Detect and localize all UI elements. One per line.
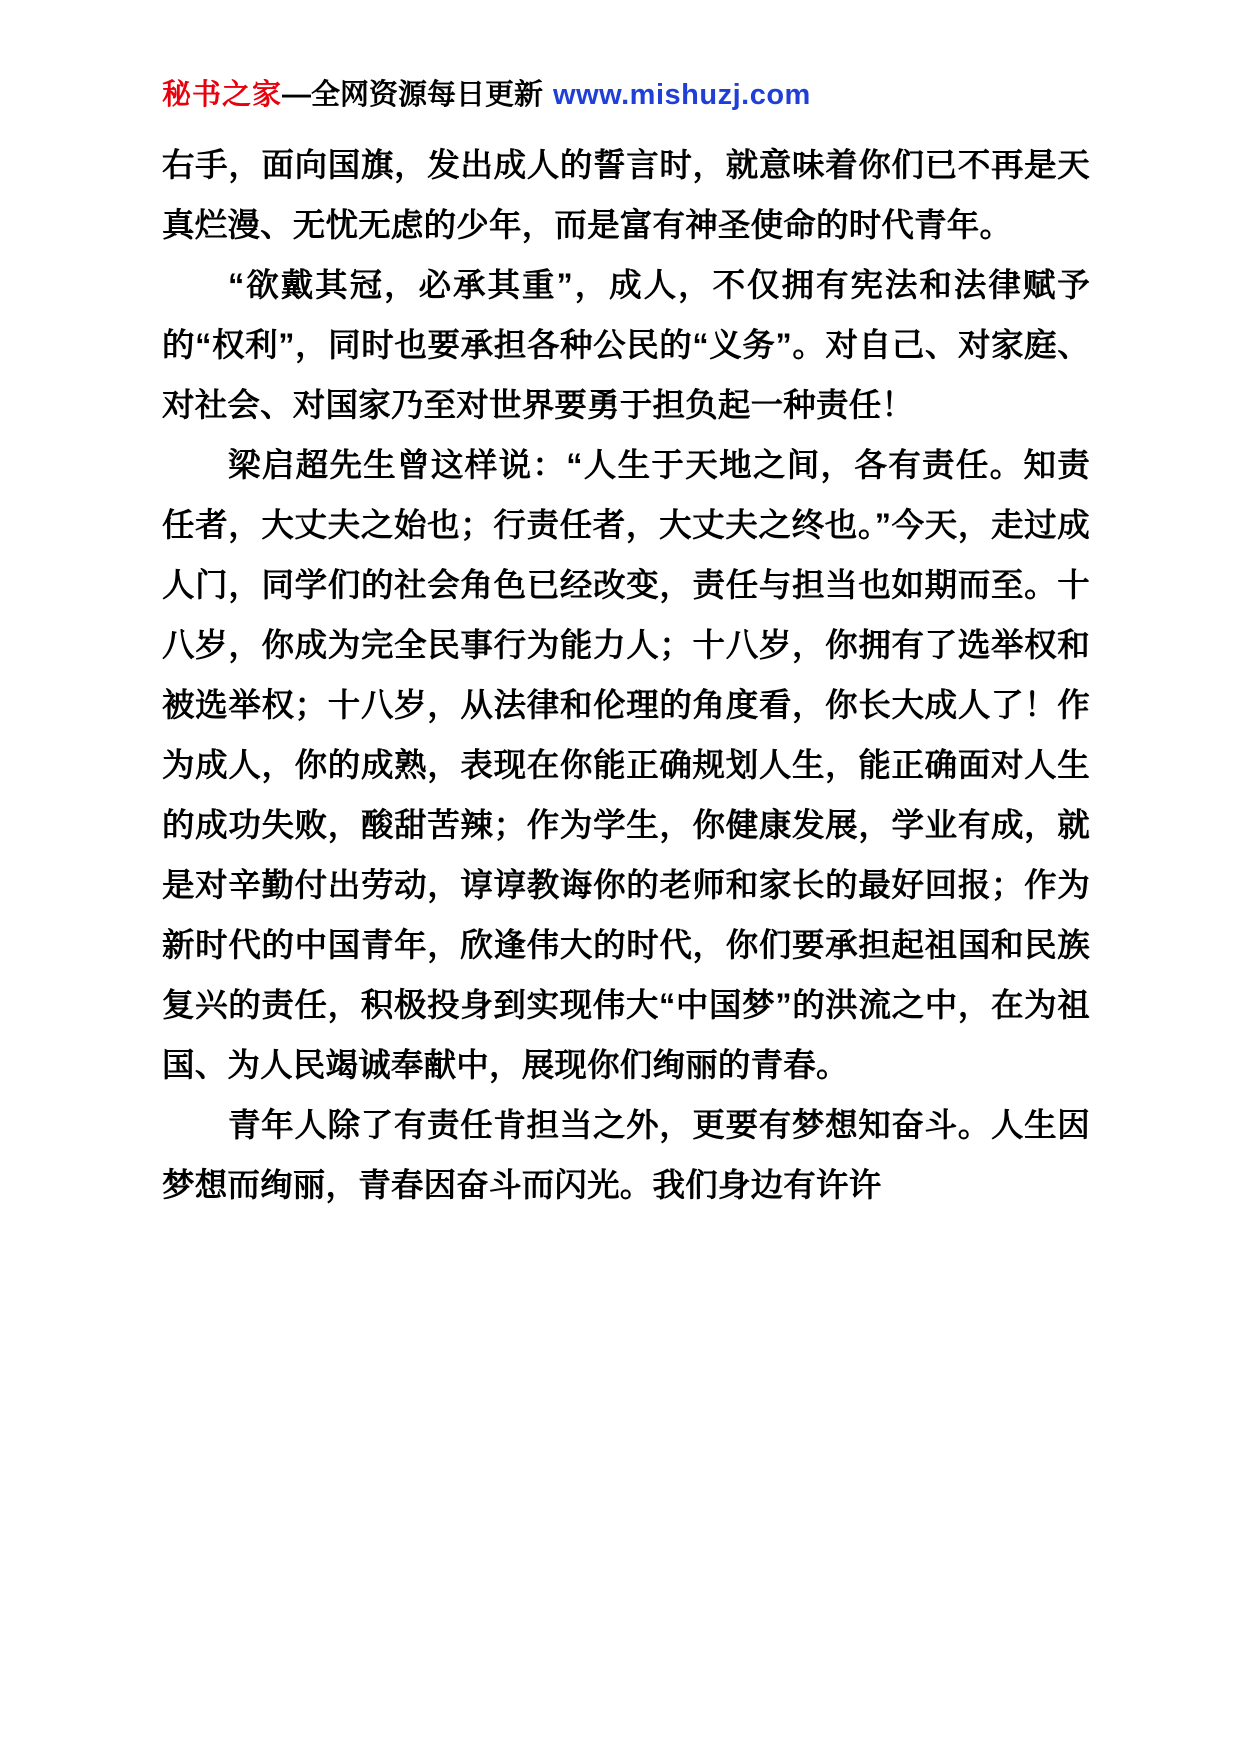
paragraph-3: 梁启超先生曾这样说：“人生于天地之间，各有责任。知责任者，大丈夫之始也；行责任者，大丈夫之终也。”今天，走过成人门，同学们的社会角色已经改变，责任与担当也如期而至。十八岁，你成为完全民事行为能力人；十八岁，你拥有了选举权和被选举权；十八岁，从法律和伦理的角度看，你长大成人了！作为成人，你的成熟，表现在你能正确规划人生，能正确面对人生的成功失败，酸甜苦辣；作为学生，你健康发展，学业有成，就是对辛勤付出劳动，谆谆教诲你的老师和家长的最好回报；作为新时代的中国青年，欣逢伟大的时代，你们要承担起祖国和民族复兴的责任，积极投身到实现伟大“中国梦”的洪流之中，在为祖国、为人民竭诚奉献中，展现你们绚丽的青春。 (162, 446, 1090, 1083)
header-dash: — (282, 79, 312, 111)
document-body (162, 135, 1090, 1215)
paragraph-4: 青年人除了有责任肯担当之外，更要有梦想知奋斗。人生因梦想而绚丽，青春因奋斗而闪光。我们身边有许许 (162, 1106, 1090, 1203)
header-tagline: 全网资源每日更新 (311, 79, 544, 111)
site-brand-name: 秘书之家 (162, 79, 283, 111)
site-watermark-header (162, 78, 1090, 113)
site-url-link[interactable]: www.mishuzj.com (553, 79, 811, 111)
paragraph-2: “欲戴其冠，必承其重”，成人，不仅拥有宪法和法律赋予的“权利”，同时也要承担各种公民的“义务”。对自己、对家庭、对社会、对国家乃至对世界要勇于担负起一种责任！ (162, 266, 1090, 423)
paragraph-1: 右手，面向国旗，发出成人的誓言时，就意味着你们已不再是天真烂漫、无忧无虑的少年，而是富有神圣使命的时代青年。 (162, 146, 1090, 243)
